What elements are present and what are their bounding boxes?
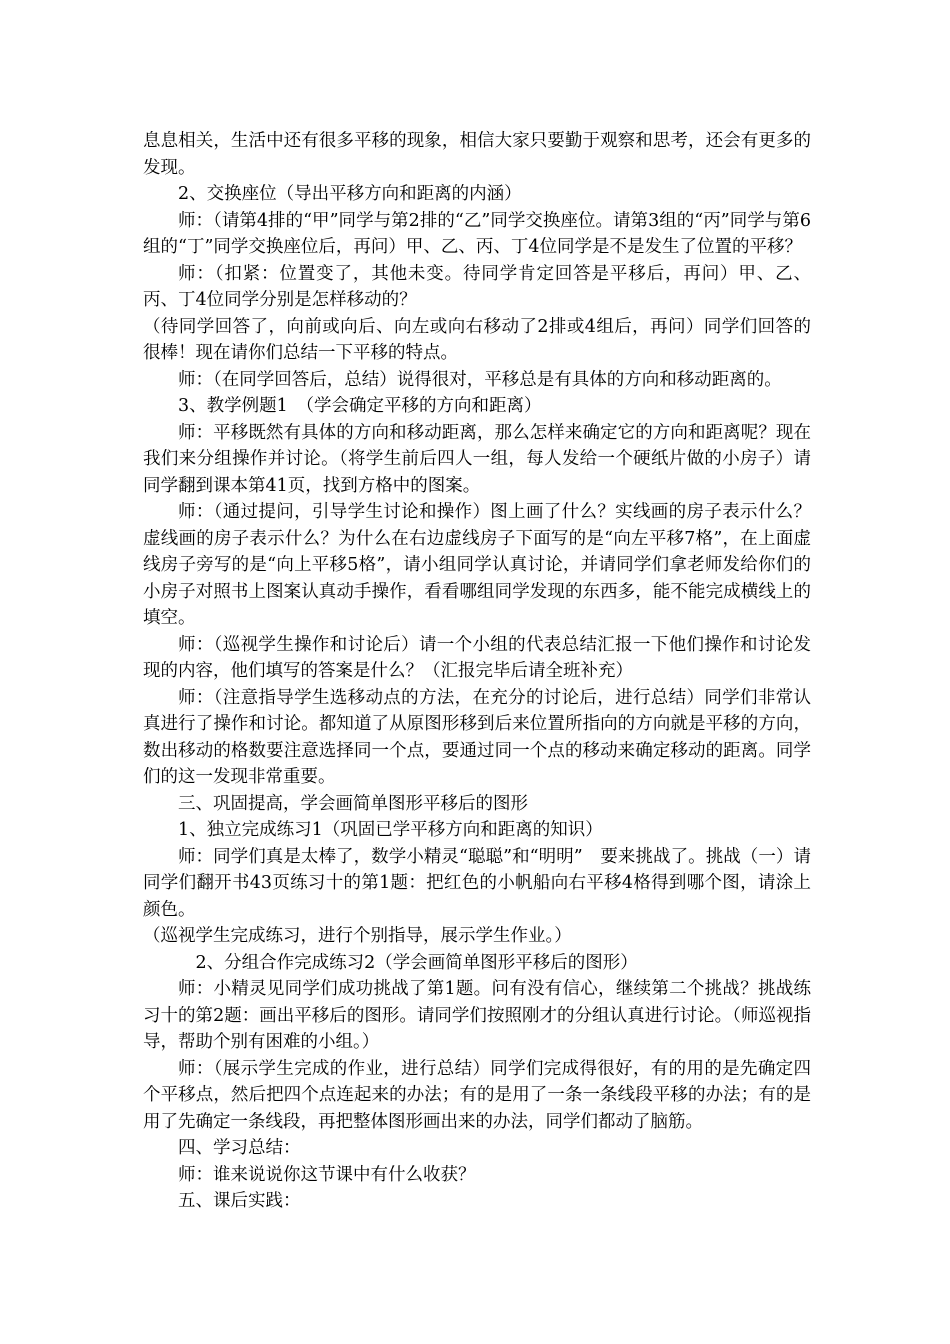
paragraph: 师：（在同学回答后，总结）说得很对，平移总是有具体的方向和移动距离的。 <box>178 369 782 390</box>
paragraph: 师：同学们真是太棒了，数学小精灵“聪聪”和“明明” 要来挑战了。挑战（一）请同学们翻开书43页练习十的第1题：把红色的小帆船向右平移4格得到哪个图，请涂上颜色。 <box>143 846 811 920</box>
section-heading: 三、巩固提高，学会画简单图形平移后的图形 <box>178 793 528 814</box>
paragraph: 息息相关，生活中还有很多平移的现象，相信大家只要勤于观察和思考，还会有更多的发现。 <box>143 131 811 178</box>
paragraph: （巡视学生完成练习，进行个别指导，展示学生作业。） <box>143 926 572 946</box>
paragraph: 师：小精灵见同学们成功挑战了第1题。问有没有信心，继续第二个挑战？挑战练习十的第2题：画出平移后的图形。请同学们按照刚才的分组认真进行讨论。（师巡视指导，帮助个别有困难的小组。） <box>143 979 811 1052</box>
paragraph: 师：（展示学生完成的作业，进行总结）同学们完成得很好，有的用的是先确定四个平移点，然后把四个点连起来的办法；有的是用了一条一条线段平移的办法；有的是用了先确定一条线段，再把整体图形画出来的办法，同学们都动了脑筋。 <box>143 1058 811 1132</box>
paragraph: 师：（请第4排的“甲”同学与第2排的“乙”同学交换座位。请第3组的“丙”同学与第6组的“丁”同学交换座位后，再问）甲、乙、丙、丁4位同学是不是发生了位置的平移？ <box>143 210 811 257</box>
paragraph: 师：（巡视学生操作和讨论后）请一个小组的代表总结汇报一下他们操作和讨论发现的内容，他们填写的答案是什么？（汇报完毕后请全班补充） <box>143 634 811 681</box>
paragraph: 师：（注意指导学生选移动点的方法，在充分的讨论后，进行总结）同学们非常认真进行了操作和讨论。都知道了从原图形移到后来位置所指向的方向就是平移的方向，数出移动的格数要注意选择同一个点，要通过同一个点的移动来确定移动的距离。同学们的这一发现非常重要。 <box>143 687 811 787</box>
document-body <box>143 128 811 1215</box>
paragraph: 师：（扣紧：位置变了，其他未变。待同学肯定回答是平移后，再问）甲、乙、丙、丁4位同学分别是怎样移动的？ <box>143 263 811 310</box>
paragraph: 3、教学例题1 （学会确定平移的方向和距离） <box>178 396 542 416</box>
paragraph: 师：（通过提问，引导学生讨论和操作）图上画了什么？实线画的房子表示什么？虚线画的房子表示什么？为什么在右边虚线房子下面写的是“向左平移7格”，在上面虚线房子旁写的是“向上平移5格”，请小组同学认真讨论，并请同学们拿老师发给你们的小房子对照书上图案认真动手操作，看看哪组同学发现的东西多，能不能完成横线上的填空。 <box>143 502 811 628</box>
paragraph: 2、分组合作完成练习2（学会画简单图形平移后的图形） <box>195 952 638 973</box>
paragraph: 1、独立完成练习1（巩固已学平移方向和距离的知识） <box>178 820 603 840</box>
section-heading: 五、课后实践： <box>178 1191 301 1211</box>
paragraph: 2、交换座位（导出平移方向和距离的内涵） <box>178 184 522 204</box>
paragraph: 师：谁来说说你这节课中有什么收获？ <box>178 1164 476 1185</box>
paragraph: （待同学回答了，向前或向后、向左或向右移动了2排或4组后，再问）同学们回答的很棒！现在请你们总结一下平移的特点。 <box>143 316 811 363</box>
section-heading: 四、学习总结： <box>178 1138 301 1158</box>
paragraph: 师：平移既然有具体的方向和移动距离，那么怎样来确定它的方向和距离呢？现在我们来分组操作并讨论。（将学生前后四人一组，每人发给一个硬纸片做的小房子）请同学翻到课本第41页，找到方格中的图案。 <box>143 422 811 496</box>
